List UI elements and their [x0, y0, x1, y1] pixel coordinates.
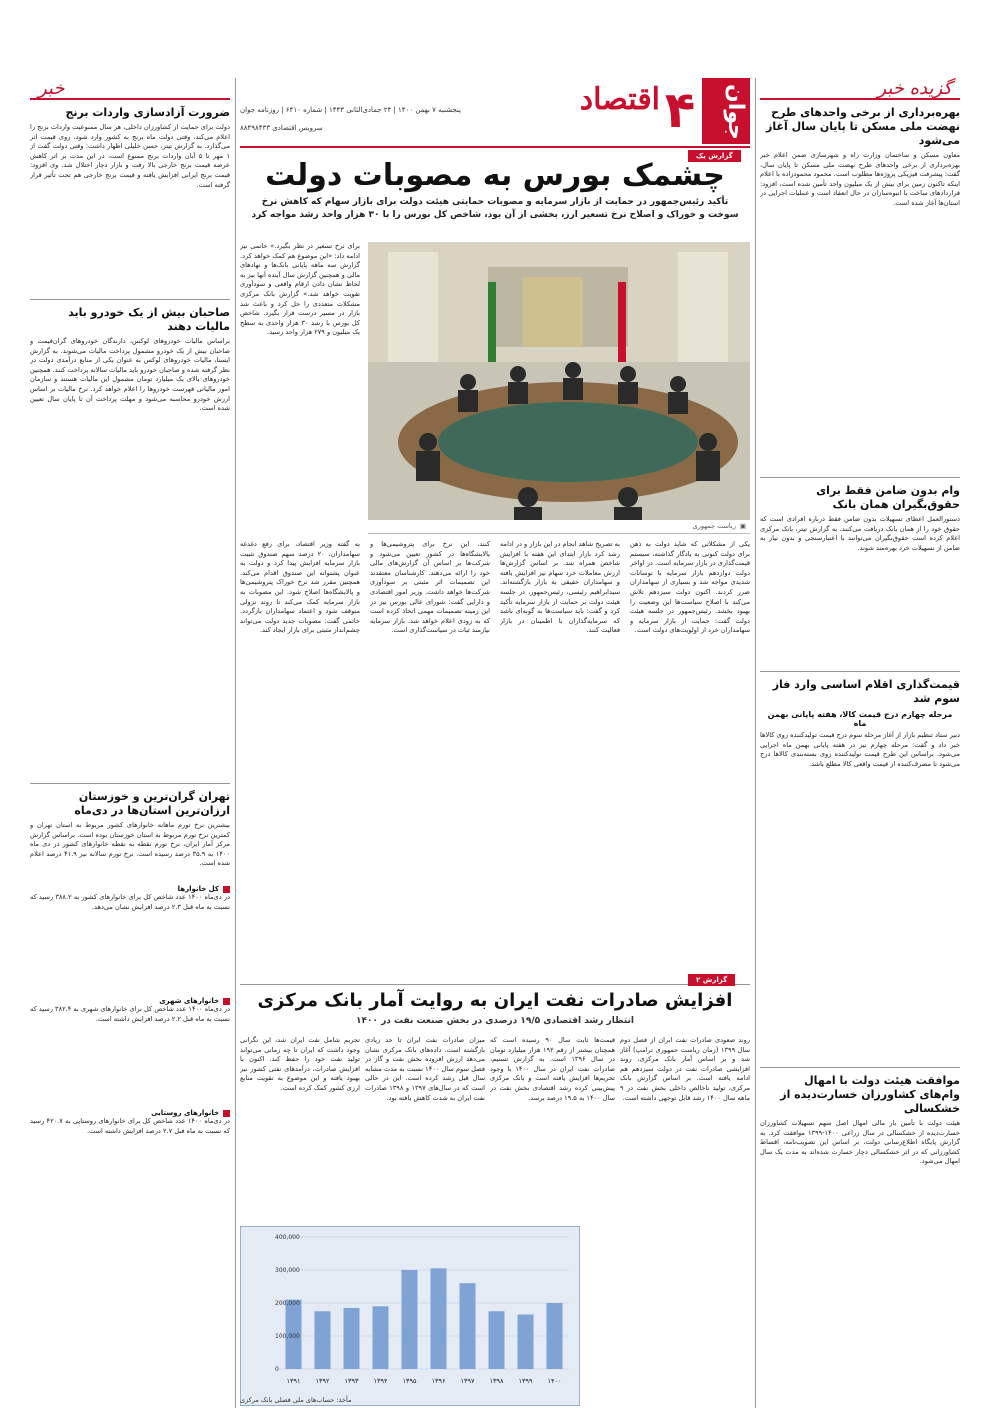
camera-icon: ▣ [739, 522, 746, 530]
chart-bar [518, 1315, 534, 1369]
main-article-column-2: به گفته وزیر اقتصاد، برای رفع دغدغه سهامداران، ۲۰ درصد سهم صندوق تثبیت بازار سرمایه افزایش پیدا کرد و دولت به عنوان پشتوانه این صندوق اقدام می‌کند. همچنین مقرر شد نرخ خوراک پتروشیمی‌ها و پالایشگاه‌ها اصلاح شود. این مصوبات به بازار سرمایه کمک می‌کند تا روند نزولی متوقف شود و اعتماد سهامداران بازگردد. خاتمی گفت: مصوبات جدید دولت می‌تواند چشم‌انداز مثبتی برای بازار ایجاد کند. [240, 540, 360, 635]
second-article-column-1: روند صعودی صادرات نفت ایران از فصل دوم سال ۱۳۹۹ (زمان ریاست جمهوری ترامپ) آغاز شد و بر اساس آمار بانک مرکزی، روند افزایشی صادرات نفت در دولت سیزدهم هم ادامه یافته است. بر اساس گزارش بانک مرکزی، تولید ناخالص داخلی بخش نفت در ۹ ماهه سال ۱۴۰۰ رشد قابل توجهی داشته است. [620, 1036, 750, 1102]
y-tick-label: 300,000 [275, 1267, 300, 1274]
chart-bar [460, 1283, 476, 1369]
section-name: اقتصاد [579, 82, 660, 117]
left-section-tag [30, 78, 230, 100]
x-tick-label: ۱۳۹۲ [315, 1377, 330, 1385]
y-tick-label: 400,000 [275, 1234, 300, 1241]
right-divider-2 [760, 671, 960, 672]
second-headline: افزایش صادرات نفت ایران به روایت آمار بانک مرکزی [257, 990, 733, 1011]
left-sub-body-1: در دی‌ماه ۱۴۰۰ عدد شاخص کل برای خانوارهای کشور به ۳۸۸.۲ رسید که نسبت به ماه قبل ۲.۳ درصد افزایش نشان می‌دهد. [30, 893, 230, 911]
chart-bar [402, 1270, 418, 1369]
second-subtitle: انتظار رشد اقتصادی ۱۹/۵ درصدی در بخش صنعت نفت در ۱۴۰۰ [355, 1016, 635, 1026]
main-article-column-4: به تصریح شاهد انجام در این بازار و در ادامه رشد کرد بازار ابتدای این هفته با افزایش شاخص همراه شد. بر اساس گزارش‌ها ارزش معاملات خرد سهام نیز افزایش یافته و سهامداران حقیقی به بازار بازگشته‌اند. سیدابراهیم رئیسی، رئیس‌جمهور، در جلسه هیئت دولت بر حمایت از بازار سرمایه تأکید کرد و گفت: باید سیاست‌ها به گونه‌ای باشد که سرمایه‌گذاران با اطمینان در بازار فعالیت کنند. [500, 540, 620, 635]
left-subhead-3-label: خانوارهای روستایی [151, 1109, 219, 1117]
masthead-rule [240, 146, 750, 148]
chart-caption: مأخذ: حساب‌های ملی فصلی بانک مرکزی [240, 1396, 352, 1404]
second-article-column-2: قیمت‌ها ثابت سال ۹۰ رسیده است که همچنان بیشتر از رقم ۱۹۲ هزار میلیارد تومان در سال ۱۳۹۶ است. به گزارش تسنیم، صادرات نفت ایران در سال ۱۴۰۰ با وجود تحریم‌ها افزایش یافته است و بانک مرکزی پیش‌بینی کرده رشد اقتصادی بخش نفت در سال ۱۴۰۰ به ۱۹.۵ درصد برسد. [490, 1036, 615, 1102]
left-news-title-1: ضرورت آزادسازی واردات برنج [65, 106, 230, 119]
second-article-column-4: تحریم شامل نفت ایران شد، این نگرانی وجود داشت که ایران تا چه زمانی می‌تواند تولید نفت خود را حفظ کند. اکنون با افزایش صادرات، درآمدهای نفتی کشور نیز بهبود یافته و این موضوع به تقویت منابع ارزی کشور کمک کرده است. [240, 1036, 360, 1092]
left-news-body-2: براساس مالیات خودروهای لوکس، دارندگان خودروهای گران‌قیمت و صاحبان بیش از یک خودرو مشمول پرداخت مالیات می‌شوند. به گزارش ایسنا، مالیات خودروهای لوکس به عنوان یکی از منابع درآمدی دولت در نظر گرفته شده و صاحبان خودرو باید مالیات سالانه پرداخت کنند. همچنین خودروهای بالای یک میلیارد تومان مشمول این مالیات هستند و سازمان امور مالیاتی فهرست خودروها را اعلام خواهد کرد. نرخ مالیات بر اساس ارزش خودرو محاسبه می‌شود و مهلت پرداخت آن تا پایان سال تعیین شده است. [30, 337, 230, 413]
right-news-body-1: معاون مسکن و ساختمان وزارت راه و شهرسازی ضمن اعلام خبر بهره‌برداری از برخی واحدهای طرح نهضت ملی مسکن تا پایان سال، گفت: پیشرفت فیزیکی پروژه‌ها مطلوب است. محمود محمودزاده با اعلام اینکه تاکنون زمین برای بیش از یک میلیون واحد تأمین شده است، افزود: قراردادهای ساخت با انبوه‌سازان در حال انعقاد است و عملیات اجرایی در استان‌ها آغاز شده است. [760, 151, 960, 207]
subhead-marker [223, 998, 230, 1005]
right-section-tag-label: گزیده خبر [877, 78, 952, 99]
right-news-title-2: وام بدون ضامن فقط برای حقوق‌بگیران همان بانک [816, 484, 960, 511]
report-tag-two: گزارش ۲ [688, 974, 735, 986]
left-subhead-1 [30, 885, 230, 893]
right-news-column [760, 78, 960, 1408]
right-divider-1 [760, 477, 960, 478]
chart-bars [286, 1268, 563, 1369]
page-number: ۴ [664, 81, 696, 139]
right-section-tag [760, 78, 960, 100]
right-news-subtitle-3: مرحله چهارم درج قیمت کالا، هفته پایانی بهمن ماه [767, 710, 953, 728]
left-subhead-2-label: خانوارهای شهری [159, 997, 219, 1005]
y-tick-label: 0 [275, 1366, 279, 1373]
left-news-body-3: بیشترین نرخ تورم ماهانه خانوارهای کشور مربوط به استان تهران و کمترین نرخ تورم مربوط به استان خوزستان بوده است. براساس گزارش مرکز آمار ایران، نرخ تورم نقطه به نقطه خانوارهای کشور در دی ماه ۱۴۰۰ به ۳۵.۹ درصد رسیده است. نرخ تورم سالانه نیز ۴۱.۹ درصد اعلام شده است. [30, 821, 230, 868]
newspaper-logo [702, 78, 750, 144]
left-subhead-1-label: کل خانوارها [177, 885, 219, 893]
photo-credit: ریاست جمهوری [692, 522, 736, 530]
photo-caption [368, 522, 750, 534]
left-news-body-1: دولت برای حمایت از کشاورزان داخلی، هر سال ممنوعیت واردات برنج را اعلام می‌کند، وقتی دولت ماه برنج به کشور وارد شود، روی قیمت اثر می‌گذارد. به گزارش تیتر، حسن خلیلی‌ اظهار داشت: وقتی دولت گفت از ۱ مهر تا ۵ آبان واردات برنج ممنوع است، در این مدت بر اثر کاهش عرضه قیمت برنج خارجی بالا رفت و بازار دچار اختلال شد. وی افزود: قیمت برنج ایرانی افزایش یافته و قیمت برنج خارجی هم تحت تأثیر قرار گرفته است. [30, 123, 230, 189]
chart-svg [239, 1227, 579, 1395]
left-divider-2 [30, 783, 230, 784]
editor-line: سرویس اقتصادی ۸۸۴۹۸۴۳۳ [240, 124, 323, 132]
second-article-column-3: میزان صادرات نفت ایران تا حد زیادی بازگشته است. داده‌های بانک مرکزی نشان می‌دهد ارزش افزوده بخش نفت و گاز در فصل سوم سال ۱۴۰۰ نسبت به مدت مشابه سال قبل رشد کرده است. این در حالی است که در سال‌های ۱۳۹۷ و ۱۳۹۸ صادرات نفت ایران به شدت کاهش یافته بود. [365, 1036, 485, 1102]
main-article-column-5: یکی از مشکلاتی که شاید دولت به‌ ذهن برای دولت کنونی به یادگار گذاشته، سیستم قیمت‌گذاری در بازار سرمایه است. در اواخر دولت دوازدهم بازار سرمایه با نوسانات شدیدی مواجه شد و بسیاری از سهامداران ضرر کردند. اکنون دولت سیزدهم تلاش می‌کند با اصلاح سیاست‌ها این وضعیت را بهبود بخشد. رئیس‌جمهور در جلسه هیئت دولت گفت: حمایت از بازار سرمایه و سهامداران خرد از اولویت‌های دولت است. [630, 540, 750, 635]
main-lede: تأکید رئیس‌جمهور در حمایت از بازار سرمایه و مصوبات حمایتی هیئت دولت برای بازار سهام که کاهش نرخ سوخت و خوراک و اصلاح نرخ تسعیر ارز، بخشی از آن بود، شاخص کل بورس را با ۳۰ هزار واحد رشد مواجه کرد [251, 197, 739, 220]
logo-word: جوان [723, 84, 748, 140]
issue-info: پنجشنبه ۷ بهمن ۱۴۰۰ | ۲۴ جمادی‌الثانی ۱۴۴۳ | شماره ۶۴۱۰ | روزنامه جوان [240, 106, 461, 114]
masthead [240, 78, 750, 148]
x-tick-label: ۱۴۰۰ [547, 1377, 562, 1385]
cabinet-meeting-photo [368, 242, 750, 520]
left-news-title-2: صاحبان بیش از یک خودرو باید مالیات دهند [68, 306, 230, 333]
y-tick-label: 200,000 [275, 1300, 300, 1307]
x-tick-label: ۱۳۹۳ [344, 1377, 359, 1385]
subhead-marker [223, 886, 230, 893]
x-tick-label: ۱۳۹۷ [460, 1377, 475, 1385]
chart-bar [547, 1303, 563, 1369]
oil-export-chart [240, 1226, 580, 1406]
main-article-column-1: برای نرخ تسعیر در نظر بگیرد.» خاتمی‌ نیز ادامه داد: «این موضوع هم کمک خواهد کرد. گزارش سه ماهه پایانی بانک‌ها و نهادهای مالی و همچنین گزارش سال آینده آنها نیز به لحاظ نشان دادن ارقام واقعی و سودآوری تقویت خواهد شد.» گزارش بانک مرکزی مشکلات متعددی را حل کرد و باعث شد بازار در مسیر درست قرار بگیرد. شاخص کل بورس با رشد ۳۰ هزار واحدی به سطح یک میلیون و ۲۷۹ هزار واحد رسید. [240, 242, 360, 337]
main-article-column-3: کنند. این نرخ برای پتروشیمی‌ها و پالایشگاه‌ها در کشور تعیین می‌شود و شرکت‌ها بر اساس آن گزارش‌های مالی خود را ارائه می‌دهند. کارشناسان معتقدند این تصمیمات اثر مثبتی بر سودآوری شرکت‌ها خواهد داشت. وزیر امور اقتصادی و دارایی گفت: شورای عالی بورس نیز در این زمینه تصمیمات مهمی اتخاذ کرده است که به زودی اعلام خواهد شد. بازار سرمایه نیازمند ثبات در سیاست‌گذاری است. [370, 540, 490, 635]
chart-bar [315, 1311, 331, 1369]
right-news-body-2: دستورالعمل اعطای تسهیلات بدون ضامن فقط درباره افرادی است که حقوق خود را از همان بانک دریافت می‌کنند. به گزارش تیتر، بانک مرکزی اعلام کرده است حقوق‌بگیران می‌توانند با اعتبارسنجی و بدون نیاز به ضامن از تسهیلات خرد بهره‌مند شوند. [760, 515, 960, 552]
x-tick-label: ۱۳۹۸ [489, 1377, 504, 1385]
left-sub-body-3: در دی‌ماه ۱۴۰۰ عدد شاخص کل برای خانوارهای روستایی به ۴۲۰.۷ رسید که نسبت به ماه قبل ۲.۷ درصد افزایش داشته است. [30, 1117, 230, 1135]
report-tag-one: گزارش یک [688, 150, 741, 162]
right-divider-3 [760, 1067, 960, 1068]
right-news-body-4: هیئت دولت با تأمین بار مالی امهال اصل سهم تسهیلات کشاورزان خسارت‌دیده از خشکسالی در سال زراعی ۱۴۰۰-۱۳۹۹ موافقت کرد. به گزارش پایگاه اطلاع‌رسانی دولت، بر اساس این تصویب‌نامه، اقساط کشاورزانی که در اثر خشکسالی دچار خسارت شده‌اند به مدت یک سال امهال می‌شود. [760, 1119, 960, 1166]
chart-bar [373, 1306, 389, 1369]
chart-bar [431, 1268, 447, 1369]
chart-bar [344, 1308, 360, 1369]
photo-illustration [368, 242, 750, 520]
right-news-title-4: موافقت هیئت دولت با امهال وام‌های کشاورزان خسارت‌دیده از خشکسالی [780, 1074, 960, 1115]
left-column-separator [235, 78, 236, 1408]
subhead-marker [223, 1110, 230, 1117]
left-news-title-3: تهران گران‌ترین و خوزستان ارزان‌ترین استان‌ها در دی‌ماه [74, 790, 230, 817]
right-news-title-3: قیمت‌گذاری اقلام اساسی وارد فاز سوم شد [772, 678, 960, 705]
left-sub-body-2: در دی‌ماه ۱۴۰۰ عدد شاخص کل برای خانوارهای شهری به ۳۸۲.۴ رسید که نسبت به ماه قبل ۲.۲ درصد افزایش داشته است. [30, 1005, 230, 1023]
right-news-body-3: دبیر ستاد تنظیم بازار از آغاز مرحله سوم درج قیمت تولیدکننده روی کالاها خبر داد و گفت: مرحله چهارم نیز در هفته پایانی بهمن ماه اجرایی می‌شود. براساس این طرح قیمت تولیدکننده روی بسته‌بندی کالاها درج می‌شود تا مصرف‌کننده از قیمت واقعی کالا مطلع باشد. [760, 731, 960, 768]
left-subhead-3 [30, 1109, 230, 1117]
x-tick-label: ۱۳۹۴ [373, 1377, 388, 1385]
chart-bar [489, 1311, 505, 1369]
x-tick-label: ۱۳۹۱ [286, 1377, 301, 1385]
right-column-separator [755, 78, 756, 1408]
x-tick-label: ۱۳۹۶ [431, 1377, 446, 1385]
article-divider [240, 984, 750, 985]
left-section-tag-label: خبر [38, 78, 65, 99]
x-tick-label: ۱۳۹۹ [518, 1377, 533, 1385]
second-article-spill [586, 1230, 616, 1400]
left-news-column [30, 78, 230, 1408]
left-divider-1 [30, 299, 230, 300]
left-subhead-2 [30, 997, 230, 1005]
right-news-title-1: بهره‌برداری از برخی واحدهای طرح نهضت ملی مسکن تا پایان سال آغاز می‌شود [766, 106, 960, 147]
y-tick-label: 100,000 [275, 1333, 300, 1340]
x-tick-label: ۱۳۹۵ [402, 1377, 417, 1385]
main-headline: چشمک بورس به مصوبات دولت [265, 158, 725, 193]
